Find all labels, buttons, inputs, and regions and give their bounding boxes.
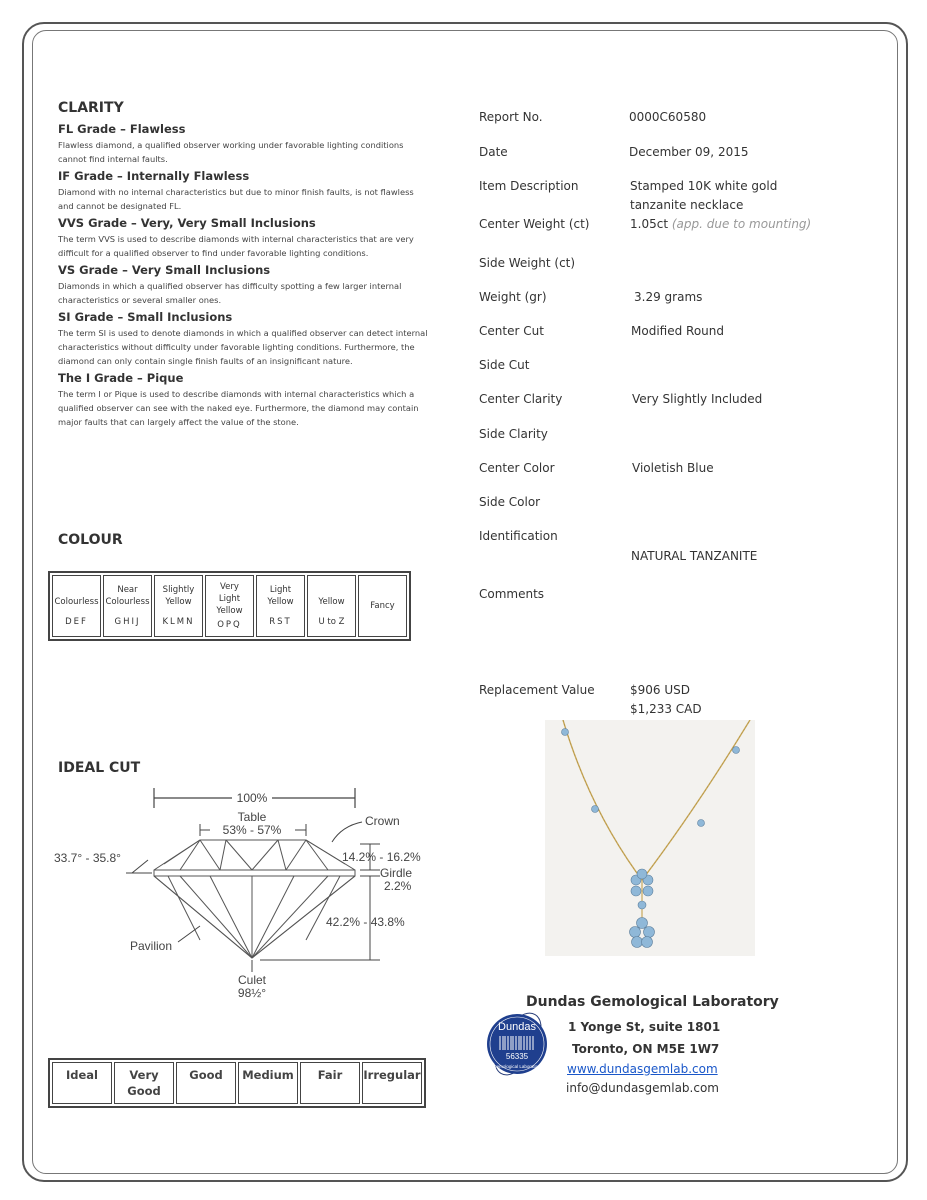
lab-seal-logo — [480, 1004, 558, 1114]
crown-label: Crown — [365, 814, 400, 828]
grade-title: The I Grade – Pique — [58, 371, 184, 385]
lab-address-line2: Toronto, ON M5E 1W7 — [572, 1042, 720, 1056]
colour-cell: Slightly Yellow KLMN — [154, 575, 203, 637]
culet-angle-label: 98½° — [237, 986, 267, 1000]
date-value: December 09, 2015 — [629, 145, 749, 159]
grade-description — [58, 326, 428, 368]
lab-website-link[interactable]: www.dundasgemlab.com — [567, 1062, 718, 1076]
girdle-label: Girdle — [380, 866, 413, 880]
lab-email: info@dundasgemlab.com — [566, 1081, 719, 1095]
cut-grade-cell: Medium — [238, 1062, 298, 1104]
grade-description — [58, 185, 428, 213]
center-cut-label: Center Cut — [479, 324, 544, 338]
colour-cell: Light Yellow RST — [256, 575, 305, 637]
side-cut-label: Side Cut — [479, 358, 530, 372]
grade-title: FL Grade – Flawless — [58, 122, 186, 136]
lab-name: Dundas Gemological Laboratory — [526, 994, 779, 1010]
grade-desc-line: and cannot be designated FL. — [58, 201, 182, 211]
grade-desc-line: The term SI is used to denote diamonds in which a qualified observer can detect internal — [58, 328, 428, 338]
seal-number-text: 56335 — [505, 1052, 529, 1061]
item-description-label: Item Description — [479, 179, 579, 193]
center-color-value: Violetish Blue — [632, 461, 714, 475]
ideal-cut-diagram — [50, 780, 440, 1005]
grade-desc-line: The term I or Pique is used to describe diamonds with internal characteristics which a — [58, 389, 415, 399]
replacement-value-label: Replacement Value — [479, 683, 595, 697]
cut-grade-cell: Good — [176, 1062, 236, 1104]
cut-grade-cell: Irregular — [362, 1062, 422, 1104]
crown-height-label: 14.2% - 16.2% — [342, 850, 421, 864]
grade-description — [58, 387, 428, 429]
grade-desc-line: characteristics without difficulty under favorable lighting conditions. Furthermore, the — [58, 342, 415, 352]
colour-cell: Yellow U to Z — [307, 575, 356, 637]
clarity-grade-vs — [58, 263, 428, 307]
pavilion-label: Pavilion — [130, 939, 173, 953]
center-weight-label: Center Weight (ct) — [479, 217, 590, 231]
center-clarity-value: Very Slightly Included — [632, 392, 763, 406]
lab-address-line1: 1 Yonge St, suite 1801 — [568, 1020, 721, 1034]
table-range-label: 53% - 57% — [222, 823, 282, 837]
clarity-grade-fl — [58, 122, 428, 166]
colour-cell: Colourless DEF — [52, 575, 101, 637]
clarity-title: CLARITY — [58, 100, 124, 116]
clarity-grade-i — [58, 371, 428, 429]
replacement-value-usd: $906 USD — [630, 683, 690, 697]
clarity-grade-si — [58, 310, 428, 368]
report-no-value: 0000C60580 — [629, 110, 707, 124]
center-cut-value: Modified Round — [631, 324, 724, 338]
grade-desc-line: diamond can only contain single finish faults of an insignificant nature. — [58, 356, 353, 366]
grade-desc-line: cannot find internal faults. — [58, 154, 168, 164]
colour-cell: Near Colourless GHIJ — [103, 575, 152, 637]
replacement-value-cad: $1,233 CAD — [630, 702, 702, 716]
grade-description — [58, 138, 428, 166]
date-label: Date — [479, 145, 508, 159]
clarity-grade-if — [58, 169, 428, 213]
weight-value: 3.29 grams — [634, 290, 703, 304]
cut-grade-cell: Ideal — [52, 1062, 112, 1104]
identification-label: Identification — [479, 529, 558, 543]
center-color-label: Center Color — [479, 461, 555, 475]
colour-cell: Fancy — [358, 575, 407, 637]
side-clarity-label: Side Clarity — [479, 427, 548, 441]
item-description-line2: tanzanite necklace — [630, 198, 744, 212]
grade-desc-line: qualified observer can see with the naked eye. Furthermore, the diamond may contain — [58, 403, 419, 413]
seal-bottom-text: Gemological Laboratory — [493, 1064, 541, 1069]
colour-title: COLOUR — [58, 532, 123, 548]
grade-title: VS Grade – Very Small Inclusions — [58, 263, 271, 277]
grade-desc-line: Diamonds in which a qualified observer has difficulty spotting a few larger internal — [58, 281, 402, 291]
ideal-cut-title: IDEAL CUT — [58, 760, 141, 776]
cut-grade-cell: Fair — [300, 1062, 360, 1104]
grade-title: VVS Grade – Very, Very Small Inclusions — [58, 216, 316, 230]
identification-value: NATURAL TANZANITE — [631, 549, 758, 563]
grade-description — [58, 232, 428, 260]
width-label: 100% — [236, 791, 268, 805]
grade-desc-line: major faults that can largely affect the value of the stone. — [58, 417, 299, 427]
colour-cell: Very Light Yellow OPQ — [205, 575, 254, 637]
center-weight-note: (app. due to mounting) — [671, 217, 812, 231]
pavilion-depth-label: 42.2% - 43.8% — [326, 915, 405, 929]
grade-desc-line: Diamond with no internal characteristics but due to minor finish faults, is not flawless — [58, 187, 414, 197]
item-description-line1: Stamped 10K white gold — [630, 179, 778, 193]
grade-desc-line: The term VVS is used to describe diamonds with internal characteristics that are very — [58, 234, 414, 244]
weight-label: Weight (gr) — [479, 290, 547, 304]
colour-scale-table — [48, 571, 411, 641]
side-color-label: Side Color — [479, 495, 541, 509]
cut-grade-cell: Very Good — [114, 1062, 174, 1104]
clarity-section — [58, 100, 428, 431]
seal-top-text: Dundas — [498, 1021, 536, 1033]
cut-grade-table — [48, 1058, 426, 1108]
grade-title: SI Grade – Small Inclusions — [58, 310, 233, 324]
grade-desc-line: characteristics or several smaller ones. — [58, 295, 222, 305]
clarity-grade-vvs — [58, 216, 428, 260]
side-weight-label: Side Weight (ct) — [479, 256, 576, 270]
grade-desc-line: Flawless diamond, a qualified observer working under favorable lighting conditions — [58, 140, 404, 150]
center-clarity-label: Center Clarity — [479, 392, 563, 406]
center-weight-value: 1.05ct (app. due to mounting) — [630, 217, 812, 231]
report-no-label: Report No. — [479, 110, 543, 124]
grade-desc-line: difficult for a qualified observer to find under favorable lighting conditions. — [58, 248, 369, 258]
grade-title: IF Grade – Internally Flawless — [58, 169, 250, 183]
comments-label: Comments — [479, 587, 545, 601]
crown-angle-label: 33.7° - 35.8° — [54, 851, 121, 865]
necklace-photo — [545, 720, 755, 956]
girdle-pct-label: 2.2% — [384, 879, 412, 893]
table-label: Table — [237, 810, 267, 824]
culet-label: Culet — [237, 973, 267, 987]
grade-description — [58, 279, 428, 307]
